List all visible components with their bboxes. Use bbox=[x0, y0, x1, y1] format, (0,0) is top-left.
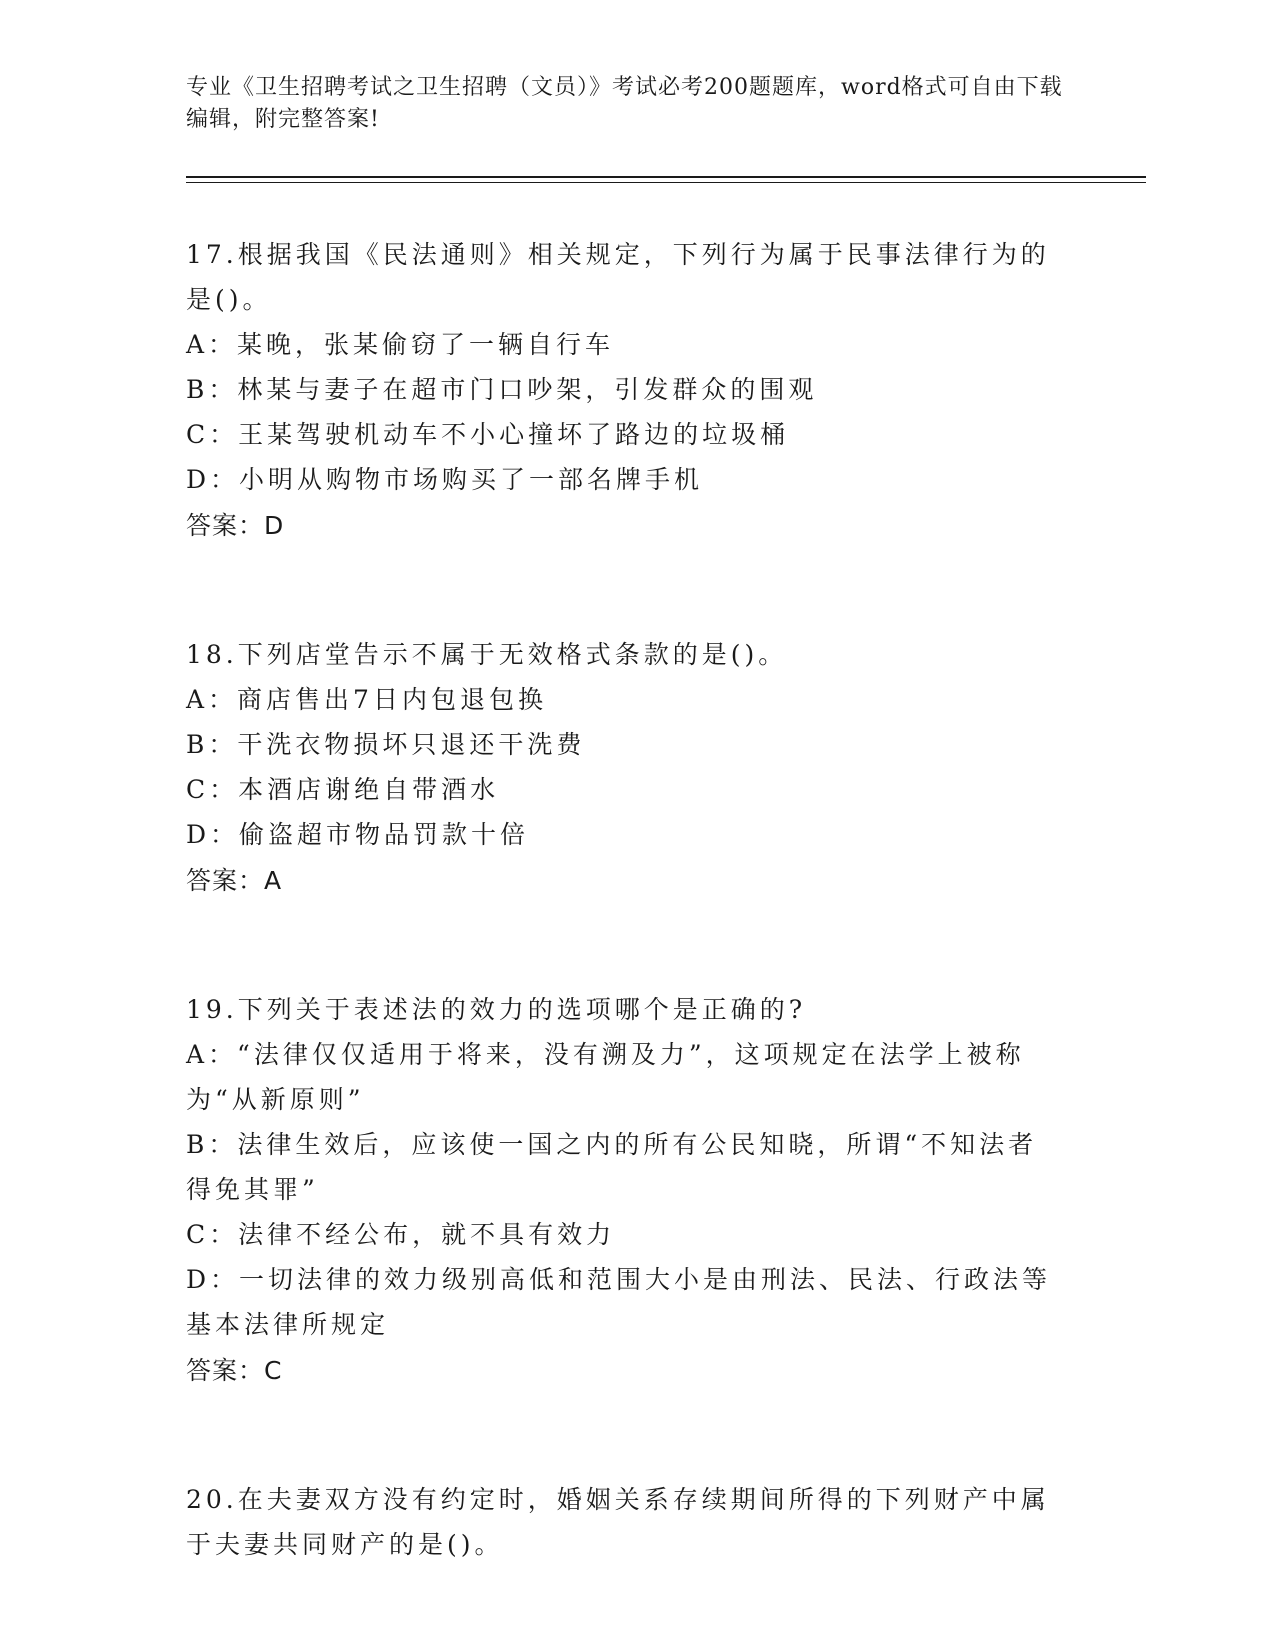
option-b: B：干洗衣物损坏只退还干洗费 bbox=[186, 730, 586, 759]
question-19 bbox=[186, 987, 1066, 1394]
question-list bbox=[186, 232, 1066, 1567]
answer-line: 答案：C bbox=[186, 1356, 283, 1385]
option-d: D：小明从购物市场购买了一部名牌手机 bbox=[186, 465, 704, 494]
answer-line: 答案：D bbox=[186, 511, 285, 540]
option-a: A：商店售出7日内包退包换 bbox=[186, 685, 547, 714]
question-stem: 19.下列关于表述法的效力的选项哪个是正确的? bbox=[186, 995, 807, 1024]
option-a: A：某晚，张某偷窃了一辆自行车 bbox=[186, 330, 615, 359]
question-stem: 18.下列店堂告示不属于无效格式条款的是()。 bbox=[186, 640, 788, 669]
question-stem: 17.根据我国《民法通则》相关规定，下列行为属于民事法律行为的是()。 bbox=[186, 240, 1050, 314]
question-18 bbox=[186, 632, 1066, 904]
answer-line: 答案：A bbox=[186, 866, 283, 895]
option-b: B：法律生效后，应该使一国之内的所有公民知晓，所谓“不知法者得免其罪” bbox=[186, 1130, 1038, 1204]
option-d: D：偷盗超市物品罚款十倍 bbox=[186, 820, 530, 849]
question-spacer bbox=[186, 1394, 1066, 1477]
question-spacer bbox=[186, 549, 1066, 632]
option-c: C：王某驾驶机动车不小心撞坏了路边的垃圾桶 bbox=[186, 420, 790, 449]
option-c: C：法律不经公布，就不具有效力 bbox=[186, 1220, 616, 1249]
document-header: 专业《卫生招聘考试之卫生招聘（文员）》考试必考200题题库，word格式可自由下载编辑，附完整答案! bbox=[186, 75, 1063, 132]
option-d: D：一切法律的效力级别高低和范围大小是由刑法、民法、行政法等基本法律所规定 bbox=[186, 1265, 1052, 1339]
option-a: A：“法律仅仅适用于将来，没有溯及力”，这项规定在法学上被称为“从新原则” bbox=[186, 1040, 1025, 1114]
question-20 bbox=[186, 1477, 1066, 1567]
question-17 bbox=[186, 232, 1066, 549]
header-divider-thin bbox=[186, 182, 1146, 183]
header-divider-thick bbox=[186, 176, 1146, 178]
question-spacer bbox=[186, 904, 1066, 987]
option-c: C：本酒店谢绝自带酒水 bbox=[186, 775, 500, 804]
option-b: B：林某与妻子在超市门口吵架，引发群众的围观 bbox=[186, 375, 818, 404]
question-stem: 20.在夫妻双方没有约定时，婚姻关系存续期间所得的下列财产中属于夫妻共同财产的是()。 bbox=[186, 1485, 1050, 1559]
